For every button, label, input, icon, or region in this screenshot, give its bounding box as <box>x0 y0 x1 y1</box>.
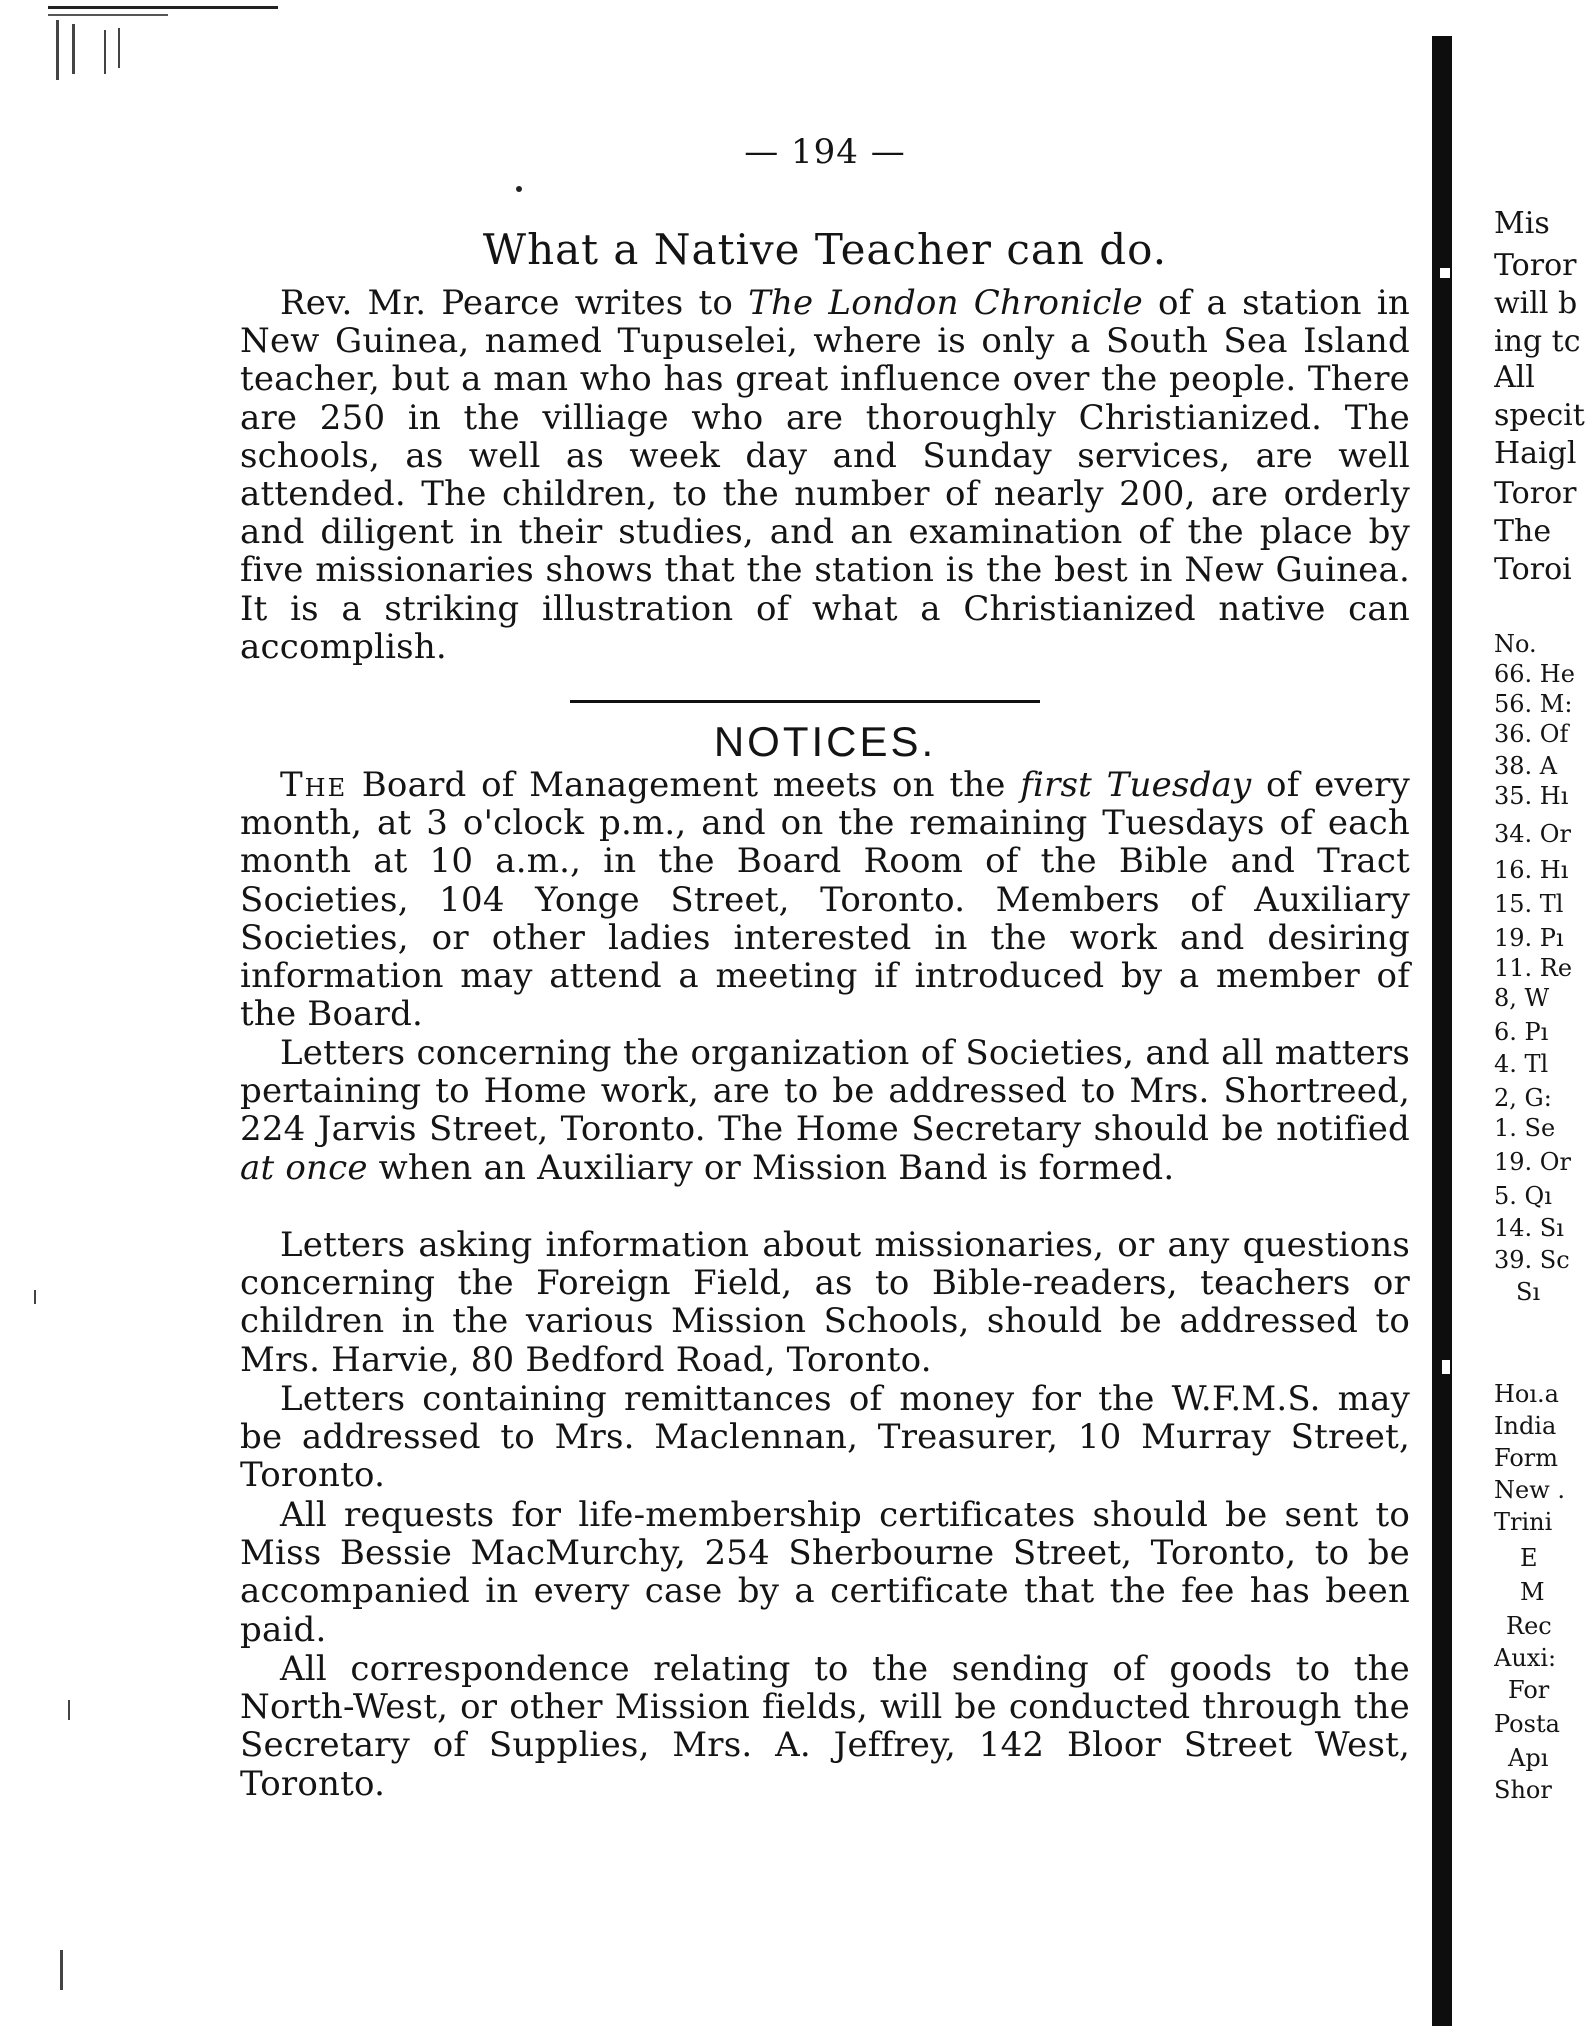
notice-supplies: All correspondence relating to the sending of goods to the North-West, or other Mission fields, will be conducted through the Secretary of Supplies, Mrs. A. Jeffrey, 142 Bloor Street West, Toronto. <box>240 1649 1410 1804</box>
adjacent-list-line: 56. M: <box>1494 690 1573 718</box>
adjacent-list-line: 35. Hı <box>1494 782 1569 810</box>
notice-home-work <box>240 1034 1410 1187</box>
publication-name: The London Chronicle <box>748 283 1143 323</box>
adjacent-line: All <box>1494 360 1535 395</box>
adjacent-list-line: 19. Or <box>1494 1148 1571 1176</box>
adjacent-list-line: 5. Qı <box>1494 1182 1552 1210</box>
adjacent-list-line: 8, W <box>1494 984 1550 1012</box>
adjacent-line: Mis <box>1494 206 1550 241</box>
adjacent-list-line: 38. A <box>1494 752 1558 780</box>
notice-foreign-field: Letters asking information about missionaries, or any questions concerning the Foreign Field, as to Bible-readers, teachers or children in the various Mission Schools, should be addressed to Mrs. Harvie, 80 Bedford Road, Toronto. <box>240 1225 1410 1380</box>
adjacent-page-fragment <box>1494 0 1594 2042</box>
article-body-lead: Rev. Mr. Pearce writes to <box>280 283 749 323</box>
adjacent-list-line: 16. Hı <box>1494 856 1569 884</box>
adjacent-line: Auxi: <box>1494 1644 1557 1672</box>
article-body-text: of a station in New Guinea, named Tupuselei, where is only a South Sea Island teacher, but a man who has great influence over the people. There are 250 in the villiage who are thoroughly Christianized. The schools, as well as week day and Sunday services, are well attended. The children, to the number of nearly 200, are orderly and diligent in their studies, and an examination of the place by five missionaries shows that the station is the best in New Guinea. It is a striking illustration of what a Christianized native can accomplish. <box>240 283 1410 667</box>
scan-gutter-mark <box>68 1700 70 1720</box>
section-divider <box>570 700 1040 703</box>
adjacent-list-line: 19. Pı <box>1494 924 1564 952</box>
notice-life-membership: All requests for life-membership certificates should be sent to Miss Bessie MacMurchy, 254 Sherbourne Street, Toronto, to be accompanied in every case by a certificate that the fee has been paid. <box>240 1495 1410 1650</box>
notice-emphasis: first Tuesday <box>1020 765 1252 805</box>
adjacent-line: specit <box>1494 398 1585 433</box>
article-body <box>240 284 1410 666</box>
adjacent-list-line: 15. Tl <box>1494 890 1564 918</box>
scan-notch <box>1442 1360 1450 1374</box>
adjacent-list-line: No. <box>1494 630 1537 658</box>
scan-gutter-mark <box>60 1950 63 1990</box>
notice-text: of every month, at 3 o'clock p.m., and on the remaining Tuesdays of each month at 10 a.m., in the Board Room of the Bible and Tract Societies, 104 Yonge Street, Toronto. Members of Auxiliary Societies, or other ladies interested in the work and desiring information may attend a meeting if introduced by a member of the Board. <box>240 765 1410 1035</box>
notice-lead-word: The <box>280 765 348 805</box>
adjacent-list-line: 1. Se <box>1494 1114 1556 1142</box>
adjacent-list-line: Sı <box>1516 1278 1541 1306</box>
ink-speck <box>516 186 522 192</box>
adjacent-list-line: 66. He <box>1494 660 1575 688</box>
adjacent-list-line: 36. Of <box>1494 720 1569 748</box>
scan-notch <box>1440 268 1450 278</box>
scan-gutter-mark <box>118 28 120 68</box>
notice-text: when an Auxiliary or Mission Band is formed. <box>367 1147 1175 1188</box>
adjacent-line: Haigl <box>1494 436 1577 471</box>
adjacent-line: Form <box>1494 1444 1559 1472</box>
adjacent-line: Apı <box>1508 1744 1549 1772</box>
adjacent-line: For <box>1508 1676 1550 1704</box>
adjacent-line: E <box>1520 1544 1538 1572</box>
scan-gutter-mark <box>34 1290 36 1304</box>
adjacent-line: Toror <box>1494 476 1577 511</box>
scan-edge-rule <box>48 6 278 9</box>
notice-text: Board of Management meets on the <box>347 765 1021 805</box>
scan-gutter-mark <box>72 24 75 74</box>
scan-edge-rule <box>48 14 168 16</box>
notice-emphasis: at once <box>240 1147 368 1188</box>
notice-remittances: Letters containing remittances of money for the W.F.M.S. may be addressed to Mrs. Maclennan, Treasurer, 10 Murray Street, Toronto. <box>240 1379 1410 1496</box>
adjacent-line: Posta <box>1494 1710 1560 1738</box>
binding-gutter-shadow <box>1432 36 1452 2026</box>
adjacent-list-line: 6. Pı <box>1494 1018 1549 1046</box>
notice-board-meetings <box>240 766 1410 1033</box>
adjacent-line: India <box>1494 1412 1557 1440</box>
adjacent-line: M <box>1520 1578 1545 1606</box>
adjacent-line: Trini <box>1494 1508 1553 1536</box>
adjacent-line: New . <box>1494 1476 1566 1504</box>
adjacent-line: The <box>1494 514 1552 549</box>
adjacent-line: Hoı.a <box>1494 1380 1559 1408</box>
adjacent-line: will b <box>1494 286 1578 321</box>
adjacent-list-line: 11. Re <box>1494 954 1573 982</box>
adjacent-list-line: 2, G: <box>1494 1084 1552 1112</box>
notice-text: Letters concerning the organization of Societies, and all matters pertaining to Home work, are to be addressed to Mrs. Shortreed, 224 Jarvis Street, Toronto. The Home Secretary should be notified <box>240 1033 1410 1150</box>
adjacent-line: Rec <box>1506 1612 1552 1640</box>
adjacent-list-line: 34. Or <box>1494 820 1571 848</box>
article-title: What a Native Teacher can do. <box>482 225 1168 274</box>
scan-gutter-mark <box>104 30 106 74</box>
notices-title: NOTICES. <box>713 718 937 765</box>
adjacent-list-line: 4. Tl <box>1494 1050 1549 1078</box>
page-number: — 194 — <box>744 132 906 172</box>
adjacent-list-line: 39. Sc <box>1494 1246 1570 1274</box>
adjacent-line: Toroi <box>1494 552 1572 587</box>
adjacent-line: ing tc <box>1494 324 1581 359</box>
scan-gutter-mark <box>56 20 59 80</box>
adjacent-list-line: 14. Sı <box>1494 1214 1564 1242</box>
adjacent-line: Shor <box>1494 1776 1552 1804</box>
adjacent-line: Toror <box>1494 248 1577 283</box>
